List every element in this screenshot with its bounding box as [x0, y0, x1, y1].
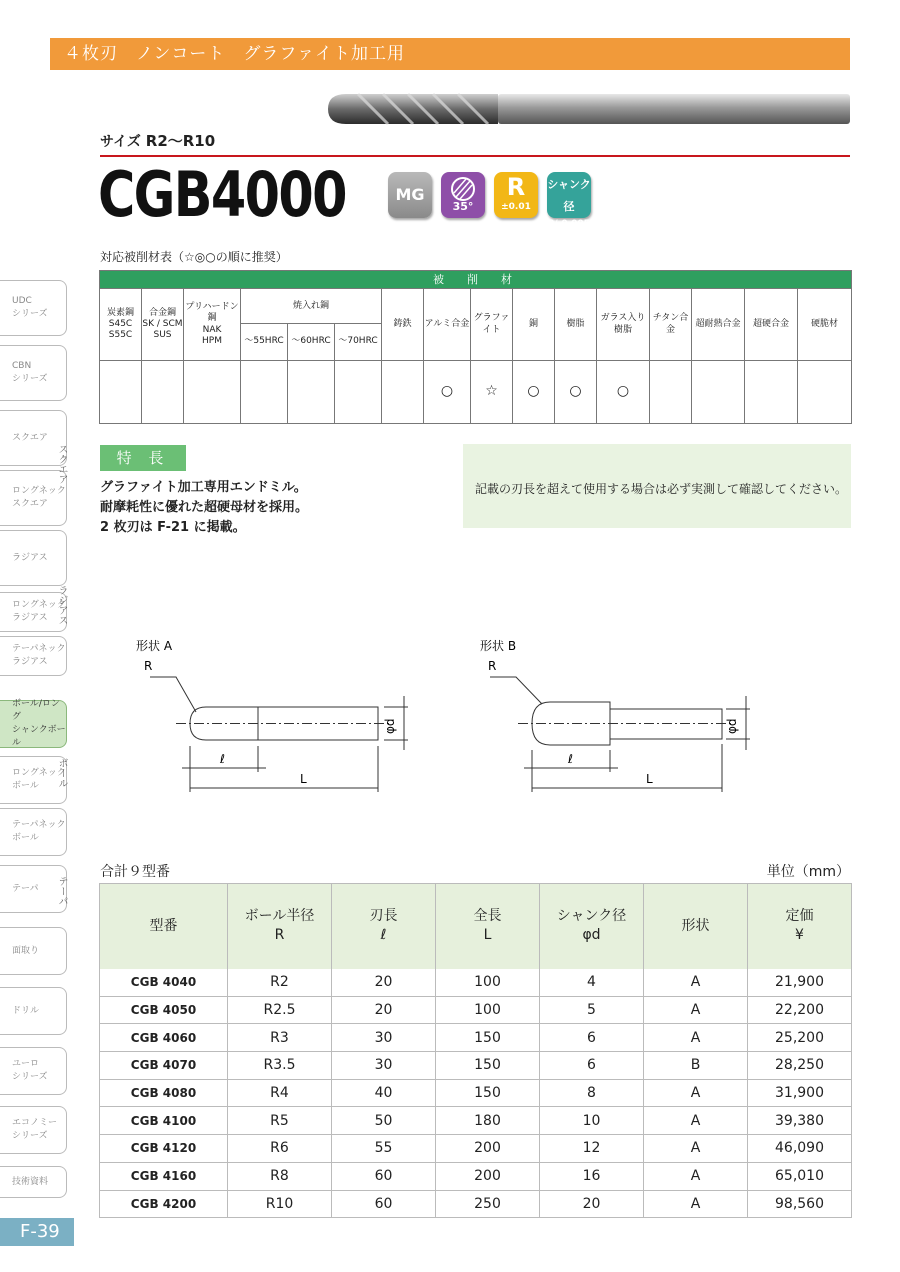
- mat-carbide: 超硬合金: [745, 289, 798, 360]
- spec-cell: R3.5: [228, 1052, 332, 1080]
- material-rating-cell: ○: [513, 360, 555, 423]
- sidebar-tab-label: スクエア: [12, 432, 48, 443]
- spec-cell: 100: [436, 996, 540, 1024]
- mat-cast-iron: 鋳鉄: [382, 289, 424, 360]
- shape-b-label: 形状 B: [480, 639, 517, 653]
- sidebar-tab-label: シリーズ: [12, 1131, 48, 1141]
- shank-badge: [547, 172, 591, 229]
- mat-hardened-steel: 焼入れ鋼: [241, 289, 382, 324]
- sidebar-tab[interactable]: [0, 1166, 67, 1198]
- sidebar-tab-label: シャンクボール: [12, 725, 66, 748]
- sidebar-tab-label: シリーズ: [12, 374, 48, 384]
- model-number-cell: CGB 4160: [100, 1162, 228, 1190]
- sidebar-tab[interactable]: [0, 1106, 67, 1154]
- material-rating-cell: [382, 360, 424, 423]
- model-number-cell: CGB 4100: [100, 1107, 228, 1135]
- group-label-taper: テーパ: [56, 876, 67, 906]
- usage-note: 記載の刃長を超えて使用する場合は必ず実測して確認してください。: [463, 444, 851, 528]
- shape-a-label: 形状 A: [136, 639, 173, 653]
- spec-cell: 98,560: [748, 1190, 852, 1218]
- material-rating-cell: [288, 360, 335, 423]
- page-number: F-39: [0, 1218, 74, 1246]
- shape-b-overall-length-label: L: [646, 772, 653, 786]
- mg-badge-label: MG: [395, 185, 425, 204]
- spec-cell: R3: [228, 1024, 332, 1052]
- sidebar-tab-label: 技術資料: [12, 1176, 49, 1187]
- spec-cell: 6: [540, 1024, 644, 1052]
- mat-hrc70: ～70HRC: [335, 324, 382, 361]
- mat-alloy-steel: 合金鋼 SK / SCM SUS: [142, 289, 184, 360]
- material-rating-cell: ○: [555, 360, 597, 423]
- spec-cell: 20: [332, 969, 436, 997]
- model-number-cell: CGB 4120: [100, 1135, 228, 1163]
- spec-header-text: 形状: [681, 917, 710, 934]
- group-label-square: スクエア: [56, 444, 67, 484]
- spec-cell: 5: [540, 996, 644, 1024]
- shape-a-r-label: R: [144, 659, 153, 673]
- title-rule: [100, 155, 850, 157]
- model-number-cell: CGB 4050: [100, 996, 228, 1024]
- sidebar-tab-label: テーパ: [12, 883, 39, 894]
- material-header: 被 削 材: [100, 271, 852, 289]
- mat-copper: 銅: [513, 289, 555, 360]
- model-number-cell: CGB 4060: [100, 1024, 228, 1052]
- spec-cell: 180: [436, 1107, 540, 1135]
- spec-cell: 6: [540, 1052, 644, 1080]
- material-rating-cell: [650, 360, 692, 423]
- spec-cell: 4: [540, 969, 644, 997]
- radius-label: R: [506, 173, 526, 201]
- spec-cell: R2.5: [228, 996, 332, 1024]
- sidebar-tab[interactable]: [0, 808, 67, 856]
- spec-header-text: φd: [582, 927, 601, 944]
- series-banner: ４枚刃 ノンコート グラファイト加工用: [50, 38, 850, 70]
- spec-cell: R5: [228, 1107, 332, 1135]
- mat-hrc55: ～55HRC: [241, 324, 288, 361]
- sidebar-tab-label: UDC: [12, 296, 32, 306]
- shape-diagram: [120, 630, 760, 810]
- sidebar-tab-label: ドリル: [12, 1005, 40, 1016]
- size-value: R2〜R10: [145, 132, 216, 150]
- spec-table: [99, 883, 852, 1218]
- model-number-cell: CGB 4070: [100, 1052, 228, 1080]
- spec-cell: A: [644, 1162, 748, 1190]
- mat-brittle: 硬脆材: [798, 289, 852, 360]
- spec-header-text: 定価: [785, 908, 814, 925]
- spec-header-cell: [436, 884, 540, 969]
- spec-cell: 100: [436, 969, 540, 997]
- sidebar-tab-label: CBN: [12, 361, 32, 371]
- mg-badge: [388, 172, 432, 218]
- sidebar-tab[interactable]: [0, 636, 67, 676]
- sidebar-tab-label: スクエア: [12, 499, 48, 509]
- model-number-cell: CGB 4080: [100, 1079, 228, 1107]
- helix-angle-icon: [448, 175, 478, 203]
- mat-prehardened-steel: プリハードン鋼 NAK HPM: [184, 289, 241, 360]
- shape-a-overall-length-label: L: [300, 772, 307, 786]
- sidebar-tab-label: ロングネック: [12, 768, 66, 778]
- mat-heat-resistant: 超耐熱合金: [692, 289, 745, 360]
- spec-cell: 250: [436, 1190, 540, 1218]
- material-rating-cell: [335, 360, 382, 423]
- feature-line: 2 枚刃は F-21 に掲載。: [100, 520, 246, 535]
- features-tag: 特 長: [100, 445, 186, 471]
- spec-header-cell: [332, 884, 436, 969]
- table-row: [100, 1024, 852, 1052]
- feature-line: グラファイト加工専用エンドミル。: [100, 480, 307, 495]
- mat-titanium: チタン合金: [650, 289, 692, 360]
- spec-header-text: ¥: [795, 927, 804, 944]
- shape-b-flute-length-label: ℓ: [568, 752, 573, 766]
- mat-graphite: グラファイト: [471, 289, 513, 360]
- spec-cell: 21,900: [748, 969, 852, 997]
- sidebar-tab[interactable]: [0, 1047, 67, 1095]
- table-row: [100, 969, 852, 997]
- material-rating-cell: [745, 360, 798, 423]
- spec-cell: R6: [228, 1135, 332, 1163]
- spec-cell: 31,900: [748, 1079, 852, 1107]
- spec-header-cell: [540, 884, 644, 969]
- features-list: [100, 478, 308, 538]
- spec-header-cell: [748, 884, 852, 969]
- sidebar-tab-label: エコノミー: [12, 1118, 58, 1128]
- spec-header-text: 型番: [149, 917, 178, 934]
- spec-header-text: 刃長: [369, 908, 398, 925]
- spec-cell: R8: [228, 1162, 332, 1190]
- sidebar-tab-label: ボール/ロング: [12, 699, 60, 722]
- sidebar-tab-label: ユーロ: [12, 1059, 40, 1069]
- model-title: CGB4000: [98, 158, 346, 231]
- spec-cell: A: [644, 1079, 748, 1107]
- shape-a-diameter-label: φd: [383, 718, 397, 734]
- group-label-ball: ボール: [56, 758, 67, 788]
- sidebar-tab[interactable]: [0, 927, 67, 975]
- shape-a-flute-length-label: ℓ: [220, 752, 225, 766]
- spec-cell: 150: [436, 1052, 540, 1080]
- material-rating-cell: [241, 360, 288, 423]
- material-rating-cell: [184, 360, 241, 423]
- spec-header-text: 全長: [473, 908, 502, 925]
- spec-header-text: ボール半径: [244, 908, 315, 925]
- material-rating-cell: [798, 360, 852, 423]
- shank-label: シャンク径: [547, 178, 591, 213]
- material-rating-cell: [692, 360, 745, 423]
- spec-header-text: R: [274, 927, 285, 944]
- spec-cell: 20: [540, 1190, 644, 1218]
- shape-b-r-label: R: [488, 659, 497, 673]
- material-rating-cell: ○: [424, 360, 471, 423]
- spec-cell: 46,090: [748, 1135, 852, 1163]
- table-row: [100, 1107, 852, 1135]
- spec-cell: 30: [332, 1024, 436, 1052]
- sidebar-tab-label: シリーズ: [12, 1072, 48, 1082]
- spec-cell: A: [644, 1190, 748, 1218]
- sidebar-tab-label: ボール: [12, 833, 39, 843]
- spec-cell: A: [644, 1135, 748, 1163]
- material-ratings-row: [100, 360, 852, 423]
- spec-cell: 200: [436, 1135, 540, 1163]
- sidebar-tab-label: テーパネック: [12, 820, 66, 830]
- sidebar-tab[interactable]: [0, 280, 67, 336]
- sidebar-tab-label: シリーズ: [12, 309, 48, 319]
- material-rating-cell: ☆: [471, 360, 513, 423]
- mat-resin: 樹脂: [555, 289, 597, 360]
- group-label-radius: ラジアス: [56, 585, 67, 625]
- radius-badge: [494, 172, 538, 218]
- spec-cell: 25,200: [748, 1024, 852, 1052]
- sidebar-tab[interactable]: [0, 700, 67, 748]
- helix-angle-label: 35°: [452, 200, 474, 213]
- size-label: サイズ: [100, 134, 141, 150]
- spec-cell: 60: [332, 1162, 436, 1190]
- spec-cell: A: [644, 996, 748, 1024]
- sidebar-tab-label: テーパネック: [12, 644, 66, 654]
- spec-cell: 40: [332, 1079, 436, 1107]
- sidebar-tab[interactable]: [0, 345, 67, 401]
- spec-cell: 22,200: [748, 996, 852, 1024]
- spec-cell: B: [644, 1052, 748, 1080]
- table-row: [100, 996, 852, 1024]
- mat-hrc60: ～60HRC: [288, 324, 335, 361]
- table-row: [100, 1079, 852, 1107]
- spec-header-cell: [228, 884, 332, 969]
- shank-tolerance: 0/-0.005: [548, 219, 590, 229]
- sidebar-tab-label: ラジアス: [12, 613, 48, 623]
- spec-cell: 65,010: [748, 1162, 852, 1190]
- spec-header-cell: [100, 884, 228, 969]
- model-count: 合計９型番: [100, 864, 170, 880]
- spec-cell: 50: [332, 1107, 436, 1135]
- model-number-cell: CGB 4200: [100, 1190, 228, 1218]
- spec-cell: 16: [540, 1162, 644, 1190]
- size-range: [100, 130, 215, 151]
- spec-header-text: シャンク径: [556, 908, 627, 925]
- spec-header-text: ℓ: [380, 927, 387, 944]
- spec-cell: 200: [436, 1162, 540, 1190]
- mat-aluminum: アルミ合金: [424, 289, 471, 360]
- spec-header-text: L: [483, 927, 492, 944]
- radius-tolerance: ±0.01: [501, 202, 531, 212]
- spec-cell: R4: [228, 1079, 332, 1107]
- sidebar-tab-label: ロングネック: [12, 600, 66, 610]
- shape-b-diameter-label: φd: [725, 718, 739, 734]
- spec-cell: 30: [332, 1052, 436, 1080]
- sidebar-tab[interactable]: [0, 530, 67, 586]
- sidebar-tab-label: ラジアス: [12, 657, 48, 667]
- spec-cell: R10: [228, 1190, 332, 1218]
- spec-cell: A: [644, 969, 748, 997]
- mat-glass-resin: ガラス入り樹脂: [597, 289, 650, 360]
- spec-header-row: [100, 884, 852, 969]
- spec-cell: 10: [540, 1107, 644, 1135]
- sidebar-tab-label: 面取り: [12, 945, 40, 956]
- sidebar-tab-label: ラジアス: [12, 552, 48, 563]
- endmill-illustration: [328, 90, 850, 128]
- mat-carbon-steel: 炭素鋼 S45C S55C: [100, 289, 142, 360]
- spec-cell: R2: [228, 969, 332, 997]
- spec-cell: 28,250: [748, 1052, 852, 1080]
- material-caption: 対応被削材表（☆◎○の順に推奨）: [100, 250, 288, 264]
- model-number-cell: CGB 4040: [100, 969, 228, 997]
- table-row: [100, 1135, 852, 1163]
- spec-cell: 39,380: [748, 1107, 852, 1135]
- material-rating-cell: [142, 360, 184, 423]
- spec-cell: 8: [540, 1079, 644, 1107]
- shape-b-drawing: [490, 677, 750, 792]
- spec-cell: 55: [332, 1135, 436, 1163]
- table-row: [100, 1052, 852, 1080]
- spec-cell: A: [644, 1107, 748, 1135]
- spec-cell: A: [644, 1024, 748, 1052]
- spec-cell: 12: [540, 1135, 644, 1163]
- spec-cell: 20: [332, 996, 436, 1024]
- spec-cell: 150: [436, 1024, 540, 1052]
- sidebar-tab-label: ロングネック: [12, 486, 66, 496]
- spec-header-cell: [644, 884, 748, 969]
- table-row: [100, 1190, 852, 1218]
- helix-angle-badge: [441, 172, 485, 218]
- table-row: [100, 1162, 852, 1190]
- material-rating-cell: [100, 360, 142, 423]
- unit-label: 単位（mm）: [766, 864, 850, 880]
- material-rating-cell: ○: [597, 360, 650, 423]
- sidebar-tab[interactable]: [0, 987, 67, 1035]
- spec-cell: 150: [436, 1079, 540, 1107]
- sidebar-tab-label: ボール: [12, 781, 39, 791]
- material-table: [99, 270, 852, 424]
- feature-line: 耐摩耗性に優れた超硬母材を採用。: [100, 500, 309, 515]
- shape-a-drawing: [150, 677, 408, 792]
- spec-cell: 60: [332, 1190, 436, 1218]
